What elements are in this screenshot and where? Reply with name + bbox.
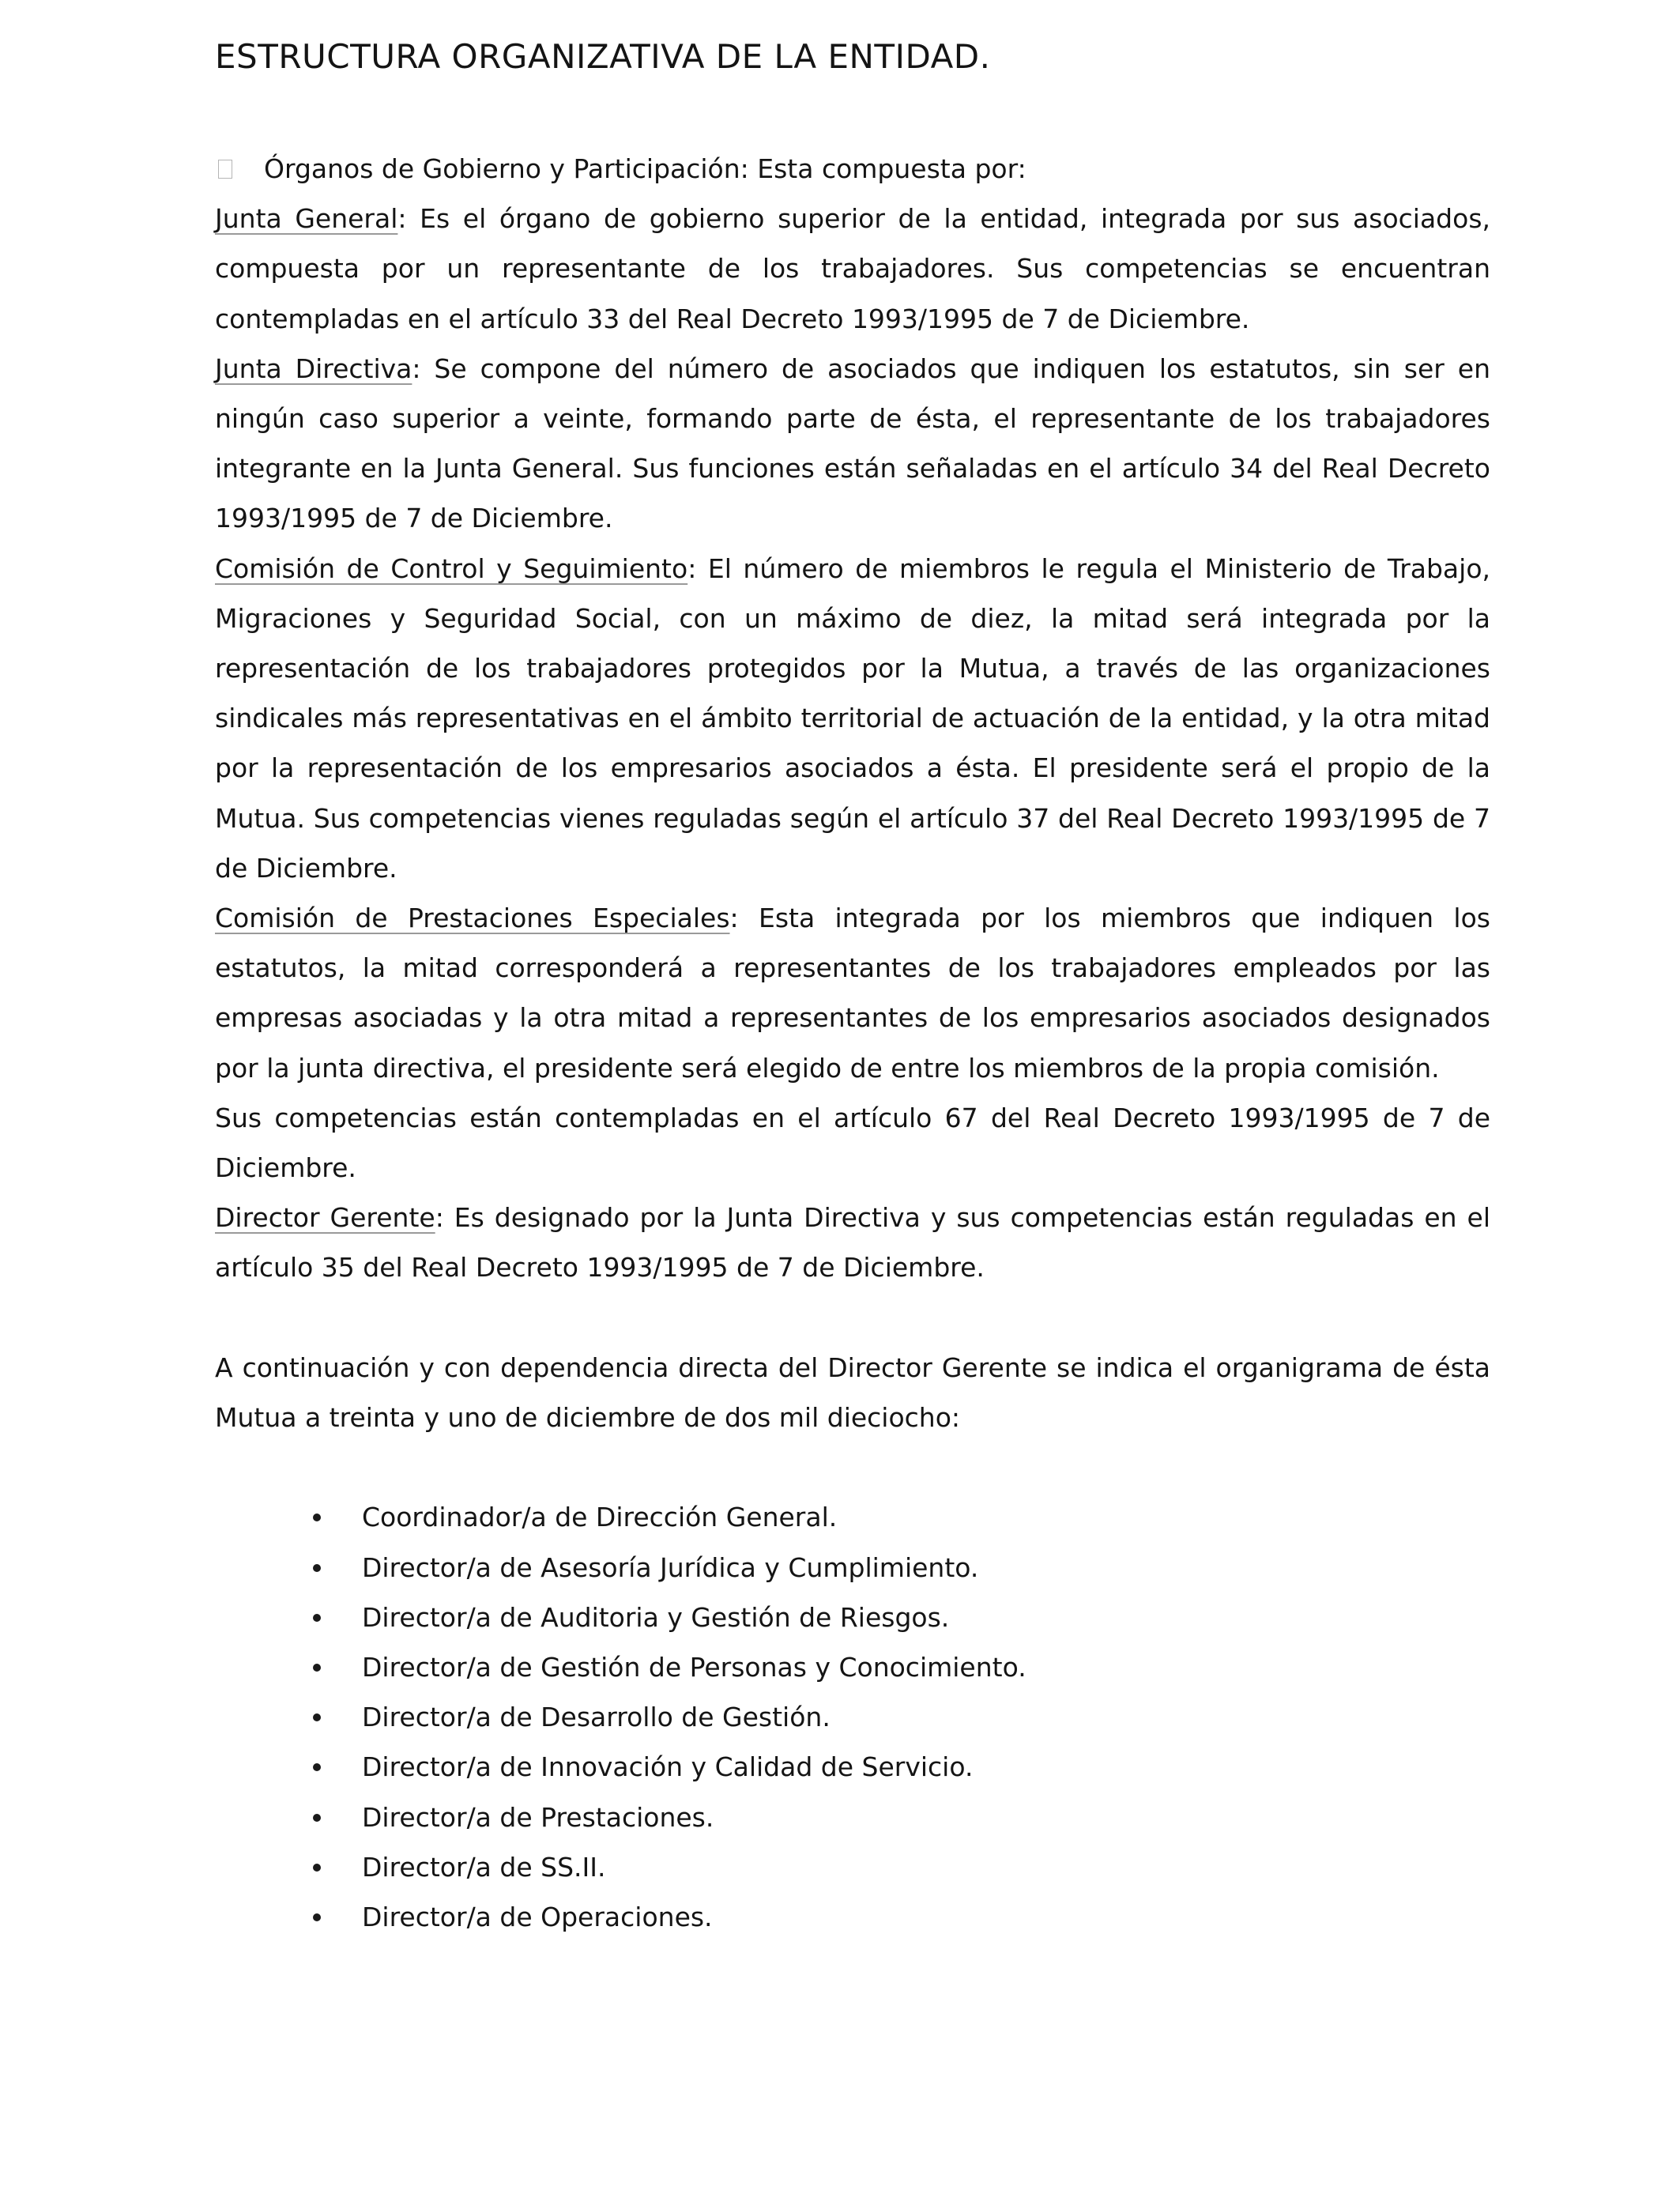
intro-line: [215, 144, 1490, 194]
list-item: [215, 1492, 1490, 1542]
document-title: ESTRUCTURA ORGANIZATIVA DE LA ENTIDAD.: [215, 37, 991, 76]
continuation-paragraph: A continuación y con dependencia directa del Director Gerente se indica el organigrama de ésta Mutua a treinta y uno de diciembre de dos mil dieciocho:: [215, 1351, 1490, 1434]
list-item: [215, 1742, 1490, 1792]
section-text: : Es el órgano de gobierno superior de la entidad, integrada por sus asociados, compuesta por un representante de los trabajadores. Sus competencias se encuentran contempladas en el artículo 33 del Real Decreto 1993/1995 de 7 de Diciembre.: [215, 203, 1490, 334]
bullet-icon: [313, 1814, 321, 1822]
bullet-icon: [313, 1614, 321, 1622]
section-director-gerente: [215, 1193, 1490, 1292]
list-item: [215, 1842, 1490, 1892]
document-page: [215, 32, 1490, 1942]
role-label: Coordinador/a de Dirección General.: [362, 1502, 838, 1533]
roles-list: [215, 1492, 1490, 1942]
intro-text: Órganos de Gobierno y Participación: Esta compuesta por:: [264, 153, 1026, 184]
section-term: Comisión de Prestaciones Especiales: [215, 903, 730, 934]
list-item: [215, 1642, 1490, 1692]
section-text: : El número de miembros le regula el Ministerio de Trabajo, Migraciones y Seguridad Social, con un máximo de diez, la mitad será integrada por la representación de los trabajadores protegidos por la Mutua, a través de las organizaciones sindicales más representativas en el ámbito territorial de actuación de la entidad, y la otra mitad por la representación de los empresarios asociados a ésta. El presidente será el propio de la Mutua. Sus competencias vienes reguladas según el artículo 37 del Real Decreto 1993/1995 de 7 de Diciembre.: [215, 552, 1490, 884]
list-item: [215, 1692, 1490, 1742]
bullet-icon: [313, 1864, 321, 1872]
role-label: Director/a de Operaciones.: [362, 1902, 713, 1933]
section-comision-control: [215, 544, 1490, 893]
role-label: Director/a de Asesoría Jurídica y Cumplimiento.: [362, 1551, 979, 1583]
section-text: : Se compone del número de asociados que indiquen los estatutos, sin ser en ningún caso superior a veinte, formando parte de ésta, el representante de los trabajadores integrante en la Junta General. Sus funciones están señaladas en el artículo 34 del Real Decreto 1993/1995 de 7 de Diciembre.: [215, 352, 1490, 534]
blank-line: [215, 1293, 1490, 1343]
section-junta-general: [215, 194, 1490, 344]
bullet-icon: [313, 1763, 321, 1771]
section-comision-prestaciones: [215, 893, 1490, 1093]
role-label: Director/a de Innovación y Calidad de Servicio.: [362, 1751, 974, 1783]
checkbox-glyph-icon: [218, 160, 232, 179]
bullet-icon: [313, 1713, 321, 1721]
section-junta-directiva: [215, 344, 1490, 544]
role-label: Director/a de Prestaciones.: [362, 1801, 714, 1833]
section-text: : Esta integrada por los miembros que indiquen los estatutos, la mitad corresponderá a representantes de los trabajadores empleados por las empresas asociadas y la otra mitad a representantes de los empresarios asociados designados por la junta directiva, el presidente será elegido de entre los miembros de la propia comisión.: [215, 903, 1490, 1084]
section-text: : Es designado por la Junta Directiva y sus competencias están reguladas en el artículo 35 del Real Decreto 1993/1995 de 7 de Diciembre.: [215, 1202, 1490, 1284]
bullet-icon: [313, 1664, 321, 1672]
role-label: Director/a de Desarrollo de Gestión.: [362, 1702, 831, 1733]
list-item: [215, 1892, 1490, 1942]
list-item: [215, 1593, 1490, 1642]
section-text: Sus competencias están contempladas en el artículo 67 del Real Decreto 1993/1995 de 7 de Diciembre.: [215, 1102, 1490, 1184]
list-item: [215, 1793, 1490, 1842]
bullet-icon: [313, 1913, 321, 1921]
section-term: Director Gerente: [215, 1202, 435, 1234]
section-term: Comisión de Control y Seguimiento: [215, 552, 688, 584]
role-label: Director/a de SS.II.: [362, 1851, 606, 1883]
section-term: Junta General: [215, 203, 398, 235]
role-label: Director/a de Gestión de Personas y Conocimiento.: [362, 1652, 1026, 1683]
section-term: Junta Directiva: [215, 352, 412, 384]
role-label: Director/a de Auditoria y Gestión de Riesgos.: [362, 1601, 950, 1633]
section-competencias: [215, 1093, 1490, 1193]
bullet-icon: [313, 1564, 321, 1572]
bullet-icon: [313, 1514, 321, 1521]
list-item: [215, 1543, 1490, 1593]
